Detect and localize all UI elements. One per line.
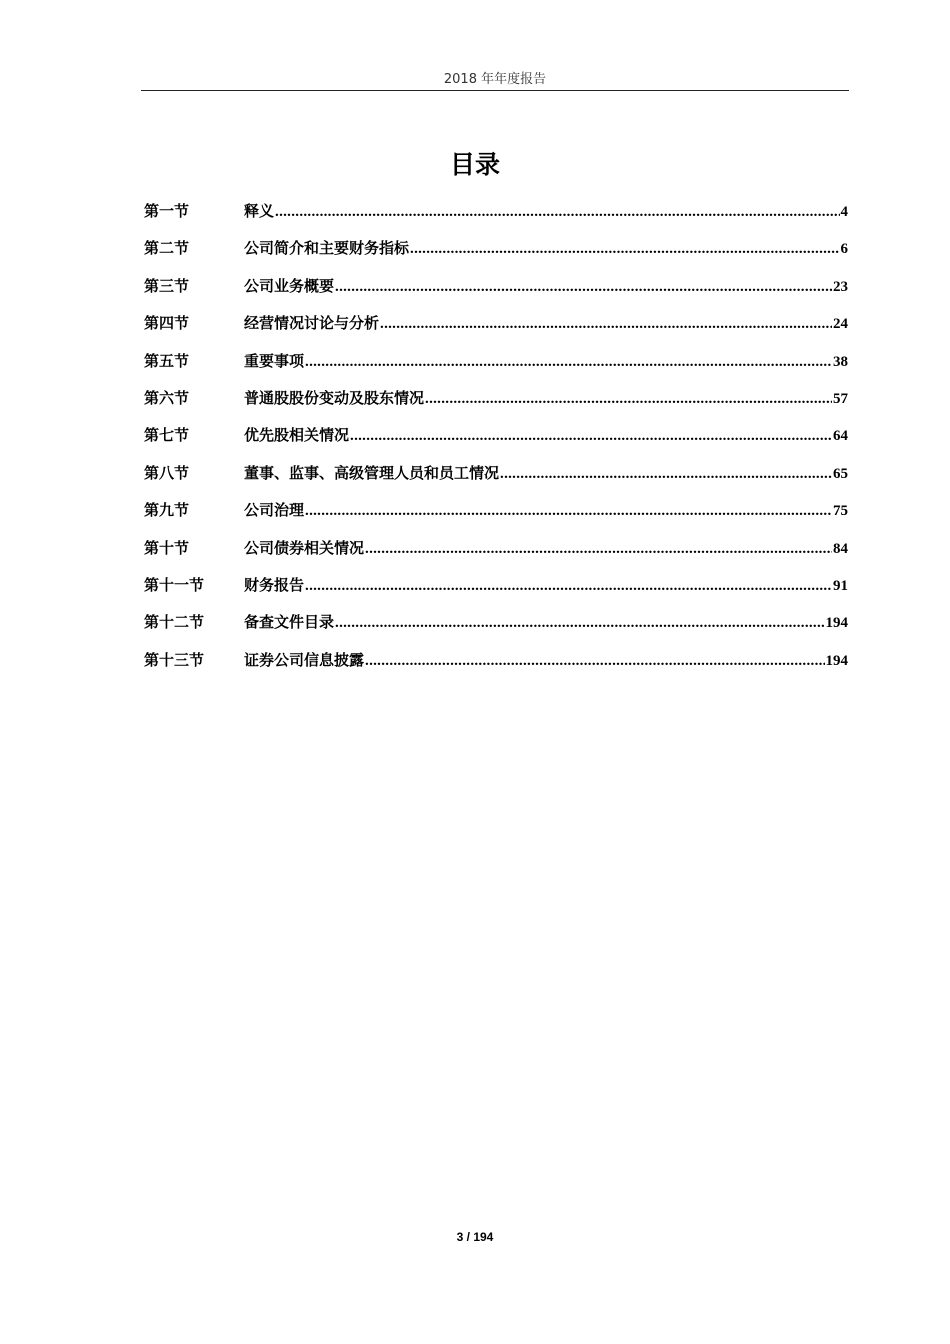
toc-section-number: 第九节 [144, 501, 190, 520]
toc-entry[interactable] [144, 649, 848, 686]
toc-section-name: 财务报告 [244, 575, 305, 594]
toc-section-name: 董事、监事、高级管理人员和员工情况 [244, 463, 500, 482]
toc-title: 目录 [449, 150, 500, 179]
toc-dot-leader [335, 615, 824, 632]
toc-page-number: 4 [840, 204, 848, 220]
toc-page-number: 57 [833, 390, 848, 407]
toc-dot-leader [335, 279, 832, 296]
toc-section-number: 第十二节 [144, 613, 205, 632]
page-header [141, 62, 849, 91]
toc-page-number: 194 [825, 615, 848, 632]
toc-section-name: 释义 [244, 202, 275, 220]
toc-section-number: 第一节 [144, 202, 190, 220]
toc-section-name: 公司简介和主要财务指标 [244, 239, 410, 258]
toc-entry[interactable] [144, 499, 848, 536]
toc-entry[interactable] [144, 424, 848, 461]
toc-page-number: 64 [833, 428, 848, 445]
toc-page-number: 38 [833, 353, 848, 370]
toc-section-name: 公司治理 [244, 501, 305, 520]
toc-section-number: 第五节 [144, 351, 190, 370]
toc-entry[interactable] [144, 462, 848, 499]
toc-section-name: 证券公司信息披露 [244, 650, 365, 669]
toc-page-number: 6 [840, 241, 848, 258]
toc-section-number: 第二节 [144, 239, 190, 258]
toc-dot-leader [350, 428, 832, 445]
toc-section-number: 第六节 [144, 388, 190, 407]
toc-entry[interactable] [144, 350, 848, 387]
toc-section-name: 普通股股份变动及股东情况 [244, 388, 425, 407]
toc-section-name: 重要事项 [244, 351, 305, 370]
toc-dot-leader [365, 541, 832, 558]
toc-dot-leader [380, 316, 832, 333]
toc-section-number: 第八节 [144, 463, 190, 482]
toc-dot-leader [305, 503, 832, 520]
toc-entry[interactable] [144, 312, 848, 349]
toc-dot-leader [425, 391, 832, 408]
toc-dot-leader [410, 241, 839, 258]
toc-entry[interactable] [144, 574, 848, 611]
toc-page-number: 65 [833, 465, 848, 482]
toc-entry[interactable] [144, 237, 848, 274]
toc-section-number: 第十三节 [144, 650, 205, 669]
toc-page-number: 91 [833, 577, 848, 594]
page-footer-number: 3 / 194 [456, 1230, 494, 1244]
toc-dot-leader [275, 204, 839, 221]
toc-page-number: 75 [833, 503, 848, 520]
toc-section-name: 公司债券相关情况 [244, 538, 365, 557]
header-title: 2018 年年度报告 [443, 72, 547, 87]
toc-entry[interactable] [144, 387, 848, 424]
toc-section-name: 公司业务概要 [244, 276, 335, 295]
toc-dot-leader [305, 354, 832, 371]
toc-section-number: 第三节 [144, 276, 190, 295]
toc-entry[interactable] [144, 275, 848, 312]
toc-section-name: 经营情况讨论与分析 [244, 314, 380, 333]
toc-entry[interactable] [144, 537, 848, 574]
table-of-contents [144, 200, 848, 686]
toc-dot-leader [500, 466, 832, 483]
toc-entry[interactable] [144, 611, 848, 648]
toc-dot-leader [365, 653, 824, 670]
toc-section-number: 第七节 [144, 426, 190, 445]
toc-page-number: 84 [833, 540, 848, 557]
toc-page-number: 23 [833, 278, 848, 295]
toc-section-number: 第四节 [144, 314, 190, 333]
toc-dot-leader [305, 578, 832, 595]
toc-section-name: 备查文件目录 [244, 613, 335, 632]
toc-page-number: 194 [825, 652, 848, 669]
toc-section-number: 第十节 [144, 538, 190, 557]
toc-section-number: 第十一节 [144, 575, 205, 594]
toc-entry[interactable] [144, 200, 848, 237]
toc-section-name: 优先股相关情况 [244, 426, 350, 445]
toc-page-number: 24 [833, 316, 848, 333]
